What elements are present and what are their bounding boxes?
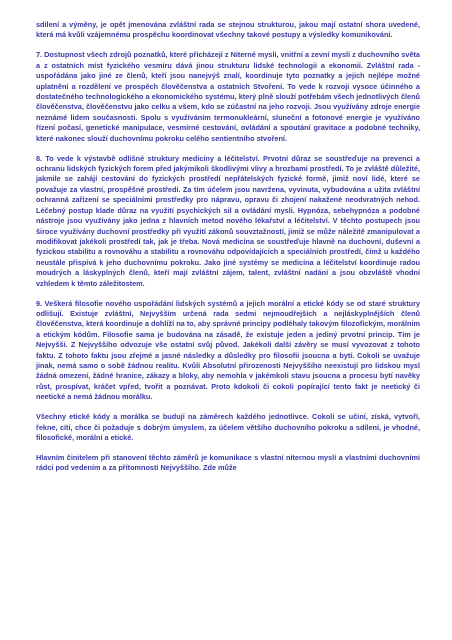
paragraph-8-medicine-healing: 8. To vede k výstavbě odlišné struktury medicíny a léčitelství. Prvotní důraz se soustřeďuje na prevenci a ochranu lidských fyzických forem před jakýmikoli škodlivými vlivy a hrozbami prostředí. To je zvláště důležité, jakmile se zahájí cestování do fyzických prostředí nepřátelských fyzické formě, jimiž noví lidé, které se považuje za vlastní, prospěšné prostředí. Za tím účelem jsou navržena, vyvinuta, vybudována a užita zvláštní ochranná zařízení se speciálními prostředky pro nápravu, opravu či zhojení nakažené neodvratných nehod. Léčebný postup klade důraz na využití psychických sil a ovládání mysli. Hypnóza, sebehypnóza a podobné nástroje jsou využívány jako jedna z hlavních metod nového lékařství a léčitelství. V těchto postupech jsou široce využívány duchovní prostředky při využití zákonů souvztažností, jimiž se může náležitě zmanipulovat a modifikovat jakékoli prostředí tak, jak je třeba. Nová medicína se soustřeďuje hlavně na duchovní, duševní a fyzickou stabilitu a rovnováhu a stabilitu a rovnováhu odpovídajících a speciálních prostředí, čímž u každého neustále přispívá k jeho duchovnímu pokroku. Jako jiné systémy se medicína a léčitelství koordinuje radou moudrých a láskyplných členů, kteří mají zvláštní zájem, talent, zvláštní nadání a jsou obzvláště vhodní vzhledem k těmto záležitostem. — [36, 153, 420, 288]
paragraph-main-factor: Hlavním činitelem při stanovení těchto záměrů je komunikace s vlastní niternou myslí a vlastními duchovními rádci pod vedením a za přítomnosti Nejvyššího. Zde může — [36, 453, 420, 473]
paragraph-9-philosophy-ethics: 9. Veškerá filosofie nového uspořádání lidských systémů a jejich morální a etické kódy se od staré struktury odlišují. Existuje zvláštní, Nejvyšším určená rada sedmi nejmoudřejších a nejláskyplnějších členů člověčenstva, která koordinuje a dohlíží na to, aby správné principy podléhaly takovým filozofickým, morálním a etickým kódům. Filosofie sama je budována na zásadě, že existuje jeden a jediný prvotní princip. Tím je Nejvyšší. Z Nejvyššího odvozuje vše ostatní svůj původ. Jakékoli další závěry se musí vyvozovat z tohoto faktu. Z tohoto faktu jsou zřejmé a jasné následky a důsledky pro filosofii jsoucna a bytí. Cokoli se uvažuje jinak, nemá samo o sobě žádnou realitu. Kvůli Absolutní přirozenosti Nejvyššího neexistují pro lidskou mysl žádná omezení, žádné hranice, zákazy a bloky, aby nemohla v jakémkoli stavu jsoucna a procesu bytí navěky růst, prospívat, kráčet vpřed, tvořit a poznávat. Proto kdokoli či cokoli popírající tento fakt je neetický či neetické a nemá žádnou morálku. — [36, 298, 420, 402]
document-page — [36, 20, 420, 474]
paragraph-7-technology-economy: 7. Dostupnost všech zdrojů poznatků, které přicházejí z Niterné mysli, vnitřní a zevní mysli z duchovního světa a z ostatních míst fyzického vesmíru dává jinou strukturu lidské technologii a ekonomii. Zvláštní rada - uspořádána jako jiné ze členů, kteří jsou nanejvýš znalí, koordinuje tyto poznatky a jejich nejlépe možné uplatnění a rozdělení ve prospěch člověčenstva a ostatních Stvoření. To vede k rozvoji vysoce účinného a dostatečného technologického a ekonomického systému, který plně slouží potřebám všech jednotlivých členů člověčenstva, člověčenstvu jako celku a všem, kdo se zúčastní na jeho rozvoji. Jsou využívány zdroje energie neznámé lidem současnosti. Spolu s využíváním termonukleární, sluneční a fotonové energie je využíváno řízení počasí, genetické manipulace, vesmírné cestování, ovládání a spoutání gravitace a podobné techniky, které nakonec slouží duchovnímu pokroku celého sentientního stvoření. — [36, 50, 420, 143]
paragraph-ethical-codes: Všechny etické kódy a morálka se budují na záměrech každého jednotlivce. Cokoli se učiní, získá, vytvoří, řekne, cítí, chce či požaduje s dobrým úmyslem, za účelem většího duchovního pokroku a sdílení, je vhodné, filosofické, morální a etické. — [36, 412, 420, 442]
paragraph-sharing-council: sdílení a výměny, je opět jmenována zvláštní rada se stejnou strukturou, jakou mají ostatní shora uvedené, která má kvůli vzájemnému prospěchu koordinovat všechny takové postupy a výsledky komunikování. — [36, 20, 420, 40]
